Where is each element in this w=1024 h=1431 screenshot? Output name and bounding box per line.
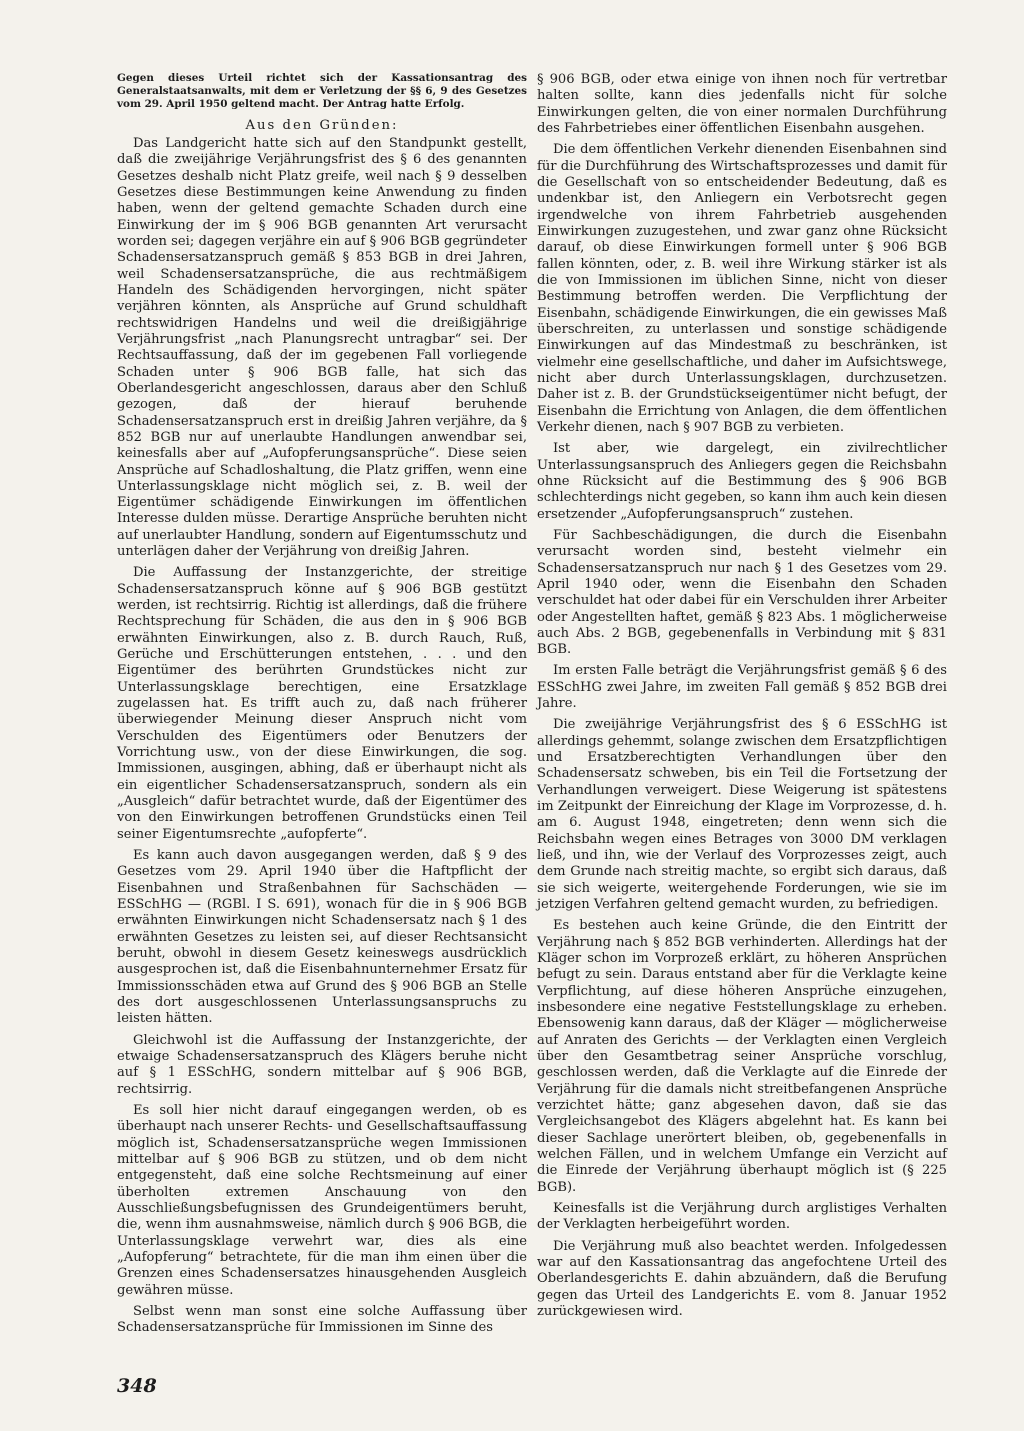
paragraph: Keinesfalls ist die Verjährung durch arglistiges Verhalten der Verklagten herbeigeführt worden. — [537, 1200, 947, 1233]
paragraph: Die dem öffentlichen Verkehr dienenden Eisenbahnen sind für die Durchführung des Wirtschaftsprozesses und damit für die Gesellschaft von so entscheidender Bedeutung, daß es undenkbar ist, den Anliegern ein Verbotsrecht gegen irgendwelche von ihrem Fahrbetrieb ausgehenden Einwirkungen zuzugestehen, und zwar ganz ohne Rücksicht darauf, ob diese Einwirkungen formell unter § 906 BGB fallen könnten, oder, z. B. weil ihre Wirkung stärker ist als die von Immissionen im üblichen Sinne, nicht von dieser Bestimmung betroffen werden. Die Verpflichtung der Eisenbahn, schädigende Einwirkungen, die ein gewisses Maß überschreiten, zu unterlassen und sonstige schädigende Einwirkungen auf das Mindestmaß zu beschränken, ist vielmehr eine gesellschaftliche, und daher im Aufsichtswege, nicht aber durch Unterlassungsklagen, durchzusetzen. Daher ist z. B. der Grundstückseigentümer nicht befugt, der Eisenbahn die Errichtung von Anlagen, die dem öffentlichen Verkehr dienen, nach § 907 BGB zu verbieten. — [537, 142, 947, 435]
paragraph: Die zweijährige Verjährungsfrist des § 6 ESSchHG ist allerdings gehemmt, solange zwischen dem Ersatzpflichtigen und Ersatzberechtigten Verhandlungen über den Schadensersatz schweben, bis ein Teil die Fortsetzung der Verhandlungen verweigert. Diese Weigerung ist spätestens im Zeitpunkt der Einreichung der Klage im Vorprozesse, d. h. am 6. August 1948, eingetreten; denn wenn sich die Reichsbahn wegen eines Betrages von 3000 DM verklagen ließ, und ihn, wie der Verlauf des Vorprozesses zeigt, auch dem Grunde nach streitig machte, so ergibt sich daraus, daß sie sich weigerte, weitergehende Forderungen, wie sie im jetzigen Verfahren geltend gemacht wurden, zu befriedigen. — [537, 717, 947, 913]
right-column — [537, 72, 947, 1325]
paragraph: Die Verjährung muß also beachtet werden. Infolgedessen war auf den Kassationsantrag das angefochtene Urteil des Oberlandesgerichts E. dahin abzuändern, daß die Berufung gegen das Urteil des Landgerichts E. vom 8. Januar 1952 zurückgewiesen wird. — [537, 1238, 947, 1319]
paragraph: Die Auffassung der Instanzgerichte, der streitige Schadensersatzanspruch könne auf § 906 BGB gestützt werden, ist rechtsirrig. Richtig ist allerdings, daß die frühere Rechtsprechung für Schäden, die aus den in § 906 BGB erwähnten Einwirkungen, also z. B. durch Rauch, Ruß, Gerüche und Erschütterungen entstehen, . . . und den Eigentümer des berührten Grundstückes nicht zur Unterlassungsklage berechtigen, eine Ersatzklage zugelassen hat. Es trifft auch zu, daß nach früherer überwiegender Meinung dieser Anspruch nicht vom Verschulden des Eigentümers oder Benutzers der Vorrichtung usw., von der diese Einwirkungen, die sog. Immissionen, ausgingen, abhing, daß er überhaupt nicht als ein eigentlicher Schadensersatzanspruch, sondern als ein „Ausgleich“ dafür betrachtet wurde, daß der Eigentümer des von den Einwirkungen betroffenen Grundstücks einen Teil seiner Eigentumsrechte „aufopferte“. — [117, 565, 527, 842]
paragraph: Es kann auch davon ausgegangen werden, daß § 9 des Gesetzes vom 29. April 1940 über die Haftpflicht der Eisenbahnen und Straßenbahnen für Sachschäden — ESSchHG — (RGBl. I S. 691), wonach für die in § 906 BGB erwähnten Einwirkungen nicht Schadensersatz nach § 1 des erwähnten Gesetzes zu leisten sei, auf dieser Rechtsansicht beruht, obwohl in diesem Gesetz keineswegs ausdrücklich ausgesprochen ist, daß die Eisenbahnunternehmer Ersatz für Immissionsschäden etwa auf Grund des § 906 BGB an Stelle des dort ausgeschlossenen Unterlassungsanspruchs zu leisten hätten. — [117, 848, 527, 1027]
paragraph-continued: § 906 BGB, oder etwa einige von ihnen noch für vertretbar halten sollte, kann dies jedenfalls nicht für solche Einwirkungen gelten, die von einer normalen Durchführung des Fahrbetriebes einer öffentlichen Eisenbahn ausgehen. — [537, 72, 947, 136]
paragraph: Es bestehen auch keine Gründe, die den Eintritt der Verjährung nach § 852 BGB verhinderten. Allerdings hat der Kläger schon im Vorprozeß erklärt, zu höheren Ansprüchen befugt zu sein. Daraus entstand aber für die Verklagte keine Verpflichtung, auf diese höheren Ansprüche einzugehen, insbesondere eine negative Feststellungsklage zu erheben. Ebensowenig kann daraus, daß der Kläger — möglicherweise auf Anraten des Gerichts — der Verklagten einen Vergleich über den Gesamtbetrag seiner Ansprüche vorschlug, geschlossen werden, daß die Verklagte auf die Einrede der Verjährung für die damals nicht streitbefangenen Ansprüche verzichtet hätte; ganz abgesehen davon, daß sie das Vergleichsangebot des Klägers abgelehnt hat. Es kann bei dieser Sachlage unerörtert bleiben, ob, gegebenenfalls in welchen Fällen, und in welchem Umfange ein Verzicht auf die Einrede der Verjährung überhaupt möglich ist (§ 225 BGB). — [537, 918, 947, 1195]
left-column — [117, 72, 527, 1342]
section-heading: Aus den Gründen: — [245, 117, 399, 133]
paragraph: Gleichwohl ist die Auffassung der Instanzgerichte, der etwaige Schadensersatzanspruch des Klägers beruhe nicht auf § 1 ESSchHG, sondern mittelbar auf § 906 BGB, rechtsirrig. — [117, 1032, 527, 1097]
paragraph: Das Landgericht hatte sich auf den Standpunkt gestellt, daß die zweijährige Verjährungsfrist des § 6 des genannten Gesetzes deshalb nicht Platz greife, weil nach § 9 desselben Gesetzes diese Bestimmungen keine Anwendung zu finden haben, wenn der geltend gemachte Schaden durch eine Einwirkung der im § 906 BGB genannten Art verursacht worden sei; dagegen verjähre ein auf § 906 BGB gegründeter Schadensersatzanspruch gemäß § 853 BGB in drei Jahren, weil Schadensersatzansprüche, die aus rechtmäßigem Handeln des Schädigenden hervorgingen, nicht später verjähren könnten, als Ansprüche auf Grund schuldhaft rechtswidrigen Handelns und weil die dreißigjährige Verjährungsfrist „nach Planungsrecht untragbar“ sei. Der Rechtsauffassung, daß der im gegebenen Fall vorliegende Schaden unter § 906 BGB falle, hat sich das Oberlandesgericht angeschlossen, daraus aber den Schluß gezogen, daß der hierauf beruhende Schadensersatzanspruch erst in dreißig Jahren verjähre, da § 852 BGB nur auf unerlaubte Handlungen anwendbar sei, keinesfalls aber auf „Aufopferungsansprüche“. Diese seien Ansprüche auf Schadloshaltung, die Platz griffen, wenn eine Unterlassungsklage nicht möglich sei, z. B. weil der Eigentümer schädigende Einwirkungen im öffentlichen Interesse dulden müsse. Derartige Ansprüche beruhten nicht auf unerlaubter Handlung, sondern auf Eigentumsschutz und unterlägen daher der Verjährung von dreißig Jahren. — [117, 135, 527, 560]
paragraph: Es soll hier nicht darauf eingegangen werden, ob es überhaupt nach unserer Rechts- und Gesellschaftsauffassung möglich ist, Schadensersatzansprüche wegen Immissionen mittelbar auf § 906 BGB zu stützen, und ob dem nicht entgegensteht, daß eine solche Rechtsmeinung auf einer überholten extremen Anschauung von den Ausschließungsbefugnissen des Grundeigentümers beruht, die, wenn ihm ausnahmsweise, nämlich durch § 906 BGB, die Unterlassungsklage verwehrt war, dies als eine „Aufopferung“ betrachtete, für die man ihm einen über die Grenzen eines Schadensersatzes hinausgehenden Ausgleich gewähren müsse. — [117, 1102, 527, 1298]
case-intro: Gegen dieses Urteil richtet sich der Kassationsantrag des Generalstaatsanwalts, mit dem er Verletzung der §§ 6, 9 des Gesetzes vom 29. April 1950 geltend macht. Der Antrag hatte Erfolg. — [117, 72, 527, 111]
paragraph: Für Sachbeschädigungen, die durch die Eisenbahn verursacht worden sind, besteht vielmehr ein Schadensersatzanspruch nur nach § 1 des Gesetzes vom 29. April 1940 oder, wenn die Eisenbahn den Schaden verschuldet hat oder dabei für ein Verschulden ihrer Arbeiter oder Angestellten haftet, gemäß § 823 Abs. 1 möglicherweise auch Abs. 2 BGB, gegebenenfalls in Verbindung mit § 831 BGB. — [537, 527, 947, 658]
paragraph: Im ersten Falle beträgt die Verjährungsfrist gemäß § 6 des ESSchHG zwei Jahre, im zweiten Fall gemäß § 852 BGB drei Jahre. — [537, 663, 947, 712]
paragraph: Selbst wenn man sonst eine solche Auffassung über Schadensersatzansprüche für Immissionen im Sinne des — [117, 1303, 527, 1336]
page-number: 348 — [117, 1375, 157, 1397]
paragraph: Ist aber, wie dargelegt, ein zivilrechtlicher Unterlassungsanspruch des Anliegers gegen die Reichsbahn ohne Rücksicht auf die Bestimmung des § 906 BGB schlechterdings nicht gegeben, so kann ihm auch kein diesen ersetzender „Aufopferungsanspruch“ zustehen. — [537, 441, 947, 522]
